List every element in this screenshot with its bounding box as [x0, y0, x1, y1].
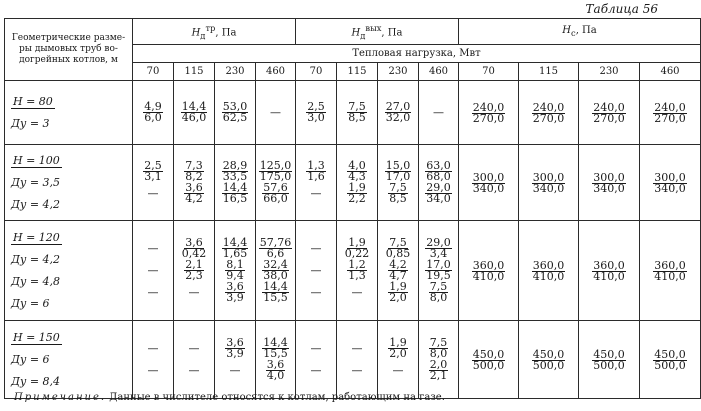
numerator: 32,4: [263, 258, 288, 271]
fraction-value: [653, 261, 687, 282]
fraction-value: [592, 350, 626, 371]
fraction-value: [425, 260, 452, 281]
denominator: 410,0: [654, 270, 686, 283]
denominator: 46,0: [181, 111, 207, 124]
data-table: [4, 18, 701, 399]
numerator: 3,6: [226, 336, 244, 349]
fraction-value: [592, 103, 626, 124]
numerator: 3,6: [226, 280, 244, 293]
numerator: 360,0: [472, 259, 505, 272]
table-row: [5, 81, 701, 145]
draft-tr-cell: [174, 81, 215, 145]
stack-diameter: Ду = 4,8: [11, 275, 61, 288]
fraction-value: [388, 282, 408, 303]
fraction-value: [347, 260, 367, 281]
denominator: 3,9: [226, 291, 244, 304]
fraction-value: [472, 261, 506, 282]
numerator: 300,0: [593, 171, 625, 184]
numerator: 4,2: [389, 258, 407, 271]
fraction-value: [262, 338, 289, 359]
header-draft-c: $H_с$, Па: [459, 19, 701, 45]
denominator: 62,5: [222, 111, 248, 124]
fraction-value: [181, 102, 208, 123]
draft-c-cell: [459, 145, 519, 221]
numerator: 3,6: [185, 236, 203, 249]
draft-c-cell: [640, 221, 701, 321]
numerator: 57,76: [259, 236, 292, 249]
draft-vyh-cell: [378, 81, 419, 145]
denominator: 270,0: [472, 112, 505, 125]
fraction-value: [653, 350, 687, 371]
draft-tr-cell: [133, 321, 174, 399]
draft-tr-cell: [174, 321, 215, 399]
draft-vyh-cell: [296, 221, 337, 321]
stack-diameter: Ду = 4,2: [11, 198, 61, 211]
fraction-value: [429, 282, 449, 303]
empty-dash: —: [392, 363, 404, 377]
fraction-value: [472, 350, 506, 371]
draft-tr-cell: [256, 321, 296, 399]
header-load-value: 460: [256, 63, 296, 81]
denominator: 3,1: [144, 170, 162, 183]
numerator: 14,4: [263, 336, 288, 349]
fraction-value: [532, 173, 566, 194]
draft-c-cell: [519, 145, 579, 221]
numerator: 360,0: [654, 259, 686, 272]
numerator: 1,9: [348, 236, 366, 249]
draft-c-cell: [579, 321, 640, 399]
denominator: 8,0: [429, 291, 448, 304]
numerator: 240,0: [472, 101, 505, 114]
draft-c-cell: [640, 145, 701, 221]
draft-tr-cell: [174, 221, 215, 321]
fraction-value: [143, 102, 163, 123]
denominator: 2,0: [389, 291, 407, 304]
fraction-value: [259, 161, 293, 182]
header-load-value: 115: [519, 63, 579, 81]
empty-dash: —: [147, 341, 159, 355]
denominator: 66,0: [263, 192, 288, 205]
denominator: 32,0: [385, 111, 411, 124]
draft-vyh-cell: [337, 145, 378, 221]
empty-dash: —: [147, 285, 159, 299]
denominator: 410,0: [472, 270, 505, 283]
draft-c-cell: [459, 221, 519, 321]
empty-dash: —: [351, 285, 363, 299]
denominator: 340,0: [654, 182, 686, 195]
fraction-value: [344, 238, 371, 259]
draft-vyh-cell: [419, 221, 459, 321]
numerator: 1,3: [307, 159, 325, 172]
header-load-value: 460: [419, 63, 459, 81]
draft-c-cell: [519, 81, 579, 145]
empty-dash: —: [188, 363, 200, 377]
draft-c-cell: [640, 321, 701, 399]
numerator: 3,6: [266, 358, 285, 371]
empty-dash: —: [147, 363, 159, 377]
numerator: 29,0: [426, 181, 451, 194]
numerator: 7,5: [429, 280, 448, 293]
fraction-value: [222, 161, 249, 182]
stack-height: H = 120: [13, 230, 60, 244]
denominator: 500,0: [532, 359, 565, 372]
draft-c-cell: [459, 321, 519, 399]
geometry-cell: [5, 321, 133, 399]
fraction-value: [532, 350, 566, 371]
denominator: 500,0: [472, 359, 505, 372]
denominator: 1,3: [348, 269, 366, 282]
empty-dash: —: [270, 105, 281, 119]
fraction-value: [225, 282, 245, 303]
empty-dash: —: [188, 341, 200, 355]
numerator: 2,0: [429, 358, 448, 371]
numerator: 1,2: [348, 258, 366, 271]
table-row: [5, 221, 701, 321]
fraction-value: [385, 238, 412, 259]
numerator: 2,5: [144, 159, 162, 172]
fraction-value: [425, 238, 452, 259]
denominator: 270,0: [593, 112, 625, 125]
fraction-value: [184, 161, 204, 182]
header-geometry: Геометрические разме-ры дымовых труб во-догрейных котлов, м: [5, 19, 133, 81]
numerator: 240,0: [593, 101, 625, 114]
denominator: 340,0: [593, 182, 625, 195]
denominator: 4,3: [348, 170, 366, 183]
numerator: 1,9: [348, 181, 366, 194]
draft-tr-cell: [256, 81, 296, 145]
empty-dash: —: [310, 285, 322, 299]
draft-vyh-cell: [378, 321, 419, 399]
denominator: 15,5: [263, 347, 288, 360]
fraction-value: [184, 260, 204, 281]
draft-tr-cell: [133, 145, 174, 221]
denominator: 9,4: [226, 269, 244, 282]
fraction-value: [385, 161, 412, 182]
fraction-value: [306, 161, 326, 182]
denominator: 2,2: [348, 192, 366, 205]
empty-dash: —: [229, 363, 241, 377]
numerator: 360,0: [593, 259, 625, 272]
stack-height: H = 80: [13, 94, 53, 108]
empty-dash: —: [310, 186, 322, 200]
fraction-value: [262, 260, 289, 281]
draft-c-cell: [519, 221, 579, 321]
fraction-value: [472, 103, 506, 124]
stack-diameter: Ду = 6: [11, 297, 50, 310]
draft-vyh-cell: [296, 321, 337, 399]
numerator: 28,9: [222, 159, 248, 172]
stack-diameter: Ду = 3,5: [11, 176, 61, 189]
header-load: Тепловая нагрузка, Мвт: [133, 45, 701, 63]
denominator: 15,5: [263, 291, 288, 304]
denominator: 6,0: [144, 111, 162, 124]
draft-vyh-cell: [337, 321, 378, 399]
numerator: 14,4: [263, 280, 288, 293]
empty-dash: —: [147, 241, 159, 255]
header-load-value: 70: [459, 63, 519, 81]
numerator: 17,0: [426, 258, 451, 271]
numerator: 53,0: [222, 100, 248, 113]
numerator: 7,5: [389, 236, 407, 249]
header-load-value: 70: [296, 63, 337, 81]
header-load-value: 230: [215, 63, 256, 81]
numerator: 14,4: [181, 100, 207, 113]
header-load-value: 115: [174, 63, 215, 81]
fraction-value: [388, 183, 408, 204]
draft-vyh-cell: [337, 81, 378, 145]
denominator: 2,0: [389, 347, 407, 360]
numerator: 63,0: [426, 159, 451, 172]
fraction-value: [266, 360, 286, 381]
fraction-value: [532, 103, 566, 124]
draft-tr-cell: [215, 321, 256, 399]
fraction-value: [429, 338, 449, 359]
numerator: 300,0: [532, 171, 565, 184]
denominator: 38,0: [263, 269, 288, 282]
denominator: 270,0: [532, 112, 565, 125]
denominator: 340,0: [472, 182, 505, 195]
denominator: 3,4: [429, 247, 448, 260]
draft-tr-cell: [256, 221, 296, 321]
numerator: 14,4: [222, 181, 248, 194]
fraction-value: [262, 183, 289, 204]
fraction-value: [225, 260, 245, 281]
draft-tr-cell: [215, 81, 256, 145]
draft-vyh-cell: [296, 145, 337, 221]
numerator: 125,0: [259, 159, 292, 172]
draft-vyh-cell: [296, 81, 337, 145]
fraction-value: [222, 183, 249, 204]
denominator: 4,7: [389, 269, 407, 282]
fraction-value: [532, 261, 566, 282]
draft-vyh-cell: [419, 321, 459, 399]
draft-c-cell: [640, 81, 701, 145]
denominator: 175,0: [259, 170, 292, 183]
denominator: 8,5: [348, 111, 366, 124]
numerator: 3,6: [185, 181, 203, 194]
denominator: 0,85: [385, 247, 411, 260]
draft-tr-cell: [133, 221, 174, 321]
numerator: 360,0: [532, 259, 565, 272]
denominator: 410,0: [593, 270, 625, 283]
denominator: 0,22: [344, 247, 370, 260]
draft-tr-cell: [215, 221, 256, 321]
denominator: 2,3: [185, 269, 203, 282]
denominator: 500,0: [654, 359, 686, 372]
draft-vyh-cell: [419, 81, 459, 145]
draft-tr-cell: [256, 145, 296, 221]
fraction-value: [472, 173, 506, 194]
denominator: 340,0: [532, 182, 565, 195]
numerator: 7,3: [185, 159, 203, 172]
denominator: 8,2: [185, 170, 203, 183]
fraction-value: [306, 102, 326, 123]
empty-dash: —: [310, 363, 322, 377]
numerator: 29,0: [426, 236, 451, 249]
fraction-value: [225, 338, 245, 359]
fraction-value: [222, 238, 249, 259]
header-draft-tr: $H_д^{тр}$, Па: [133, 19, 296, 45]
numerator: 1,9: [389, 280, 407, 293]
denominator: 2,1: [429, 369, 448, 382]
numerator: 240,0: [532, 101, 565, 114]
denominator: 68,0: [426, 170, 451, 183]
numerator: 240,0: [654, 101, 686, 114]
denominator: 16,5: [222, 192, 248, 205]
numerator: 2,5: [307, 100, 325, 113]
denominator: 270,0: [654, 112, 686, 125]
fraction-value: [222, 102, 249, 123]
fraction-value: [385, 102, 412, 123]
draft-c-cell: [579, 81, 640, 145]
stack-height: H = 150: [13, 330, 60, 344]
denominator: 8,0: [429, 347, 448, 360]
fraction-value: [653, 103, 687, 124]
draft-c-cell: [459, 81, 519, 145]
fraction-value: [262, 282, 289, 303]
numerator: 15,0: [385, 159, 411, 172]
numerator: 4,9: [144, 100, 162, 113]
fraction-value: [181, 238, 208, 259]
numerator: 4,0: [348, 159, 366, 172]
numerator: 450,0: [593, 348, 625, 361]
numerator: 1,9: [389, 336, 407, 349]
geometry-cell: [5, 221, 133, 321]
header-load-value: 115: [337, 63, 378, 81]
stack-diameter: Ду = 3: [11, 117, 50, 130]
empty-dash: —: [310, 241, 322, 255]
fraction-value: [347, 161, 367, 182]
denominator: 34,0: [426, 192, 451, 205]
denominator: 6,6: [266, 247, 285, 260]
denominator: 4,2: [185, 192, 203, 205]
empty-dash: —: [310, 263, 322, 277]
empty-dash: —: [310, 341, 322, 355]
stack-height: H = 100: [13, 153, 60, 167]
header-load-value: 70: [133, 63, 174, 81]
numerator: 7,5: [348, 100, 366, 113]
draft-tr-cell: [215, 145, 256, 221]
fraction-value: [259, 238, 293, 259]
draft-tr-cell: [174, 145, 215, 221]
fraction-value: [429, 360, 449, 381]
draft-c-cell: [579, 221, 640, 321]
fraction-value: [184, 183, 204, 204]
header-draft-vyh: $H_д^{вых}$, Па: [296, 19, 459, 45]
fraction-value: [347, 102, 367, 123]
header-load-value: 230: [378, 63, 419, 81]
header-load-value: 230: [579, 63, 640, 81]
empty-dash: —: [433, 105, 444, 119]
draft-vyh-cell: [378, 221, 419, 321]
denominator: 3,0: [307, 111, 325, 124]
empty-dash: —: [188, 285, 200, 299]
stack-diameter: Ду = 4,2: [11, 253, 61, 266]
empty-dash: —: [147, 186, 159, 200]
fraction-value: [143, 161, 163, 182]
numerator: 57,6: [263, 181, 288, 194]
denominator: 500,0: [593, 359, 625, 372]
denominator: 4,0: [266, 369, 285, 382]
empty-dash: —: [147, 263, 159, 277]
denominator: 33,5: [222, 170, 248, 183]
denominator: 3,9: [226, 347, 244, 360]
numerator: 8,1: [226, 258, 244, 271]
denominator: 410,0: [532, 270, 565, 283]
empty-dash: —: [351, 341, 363, 355]
denominator: 8,5: [389, 192, 407, 205]
fraction-value: [653, 173, 687, 194]
note-text: Данные в числителе относятся к котлам, работающим на газе.: [109, 392, 445, 403]
fraction-value: [388, 260, 408, 281]
draft-c-cell: [519, 321, 579, 399]
draft-vyh-cell: [337, 221, 378, 321]
numerator: 7,5: [429, 336, 448, 349]
note-label: Примечание.: [14, 392, 107, 403]
fraction-value: [592, 173, 626, 194]
fraction-value: [425, 161, 452, 182]
stack-diameter: Ду = 6: [11, 353, 50, 366]
fraction-value: [425, 183, 452, 204]
fraction-value: [347, 183, 367, 204]
fraction-value: [592, 261, 626, 282]
empty-dash: —: [351, 363, 363, 377]
table-note: [14, 392, 445, 403]
numerator: 300,0: [472, 171, 505, 184]
numerator: 300,0: [654, 171, 686, 184]
denominator: 19,5: [426, 269, 451, 282]
table-row: [5, 321, 701, 399]
geometry-cell: [5, 145, 133, 221]
draft-vyh-cell: [378, 145, 419, 221]
numerator: 450,0: [472, 348, 505, 361]
numerator: 14,4: [222, 236, 248, 249]
table-caption: Таблица 56: [585, 2, 658, 16]
numerator: 27,0: [385, 100, 411, 113]
denominator: 1,6: [307, 170, 325, 183]
stack-diameter: Ду = 8,4: [11, 375, 61, 388]
numerator: 2,1: [185, 258, 203, 271]
numerator: 7,5: [389, 181, 407, 194]
denominator: 0,42: [181, 247, 207, 260]
geometry-cell: [5, 81, 133, 145]
numerator: 450,0: [532, 348, 565, 361]
draft-vyh-cell: [419, 145, 459, 221]
fraction-value: [388, 338, 408, 359]
denominator: 1,65: [222, 247, 248, 260]
denominator: 17,0: [385, 170, 411, 183]
header-load-value: 460: [640, 63, 701, 81]
numerator: 450,0: [654, 348, 686, 361]
draft-c-cell: [579, 145, 640, 221]
draft-tr-cell: [133, 81, 174, 145]
table-row: [5, 145, 701, 221]
